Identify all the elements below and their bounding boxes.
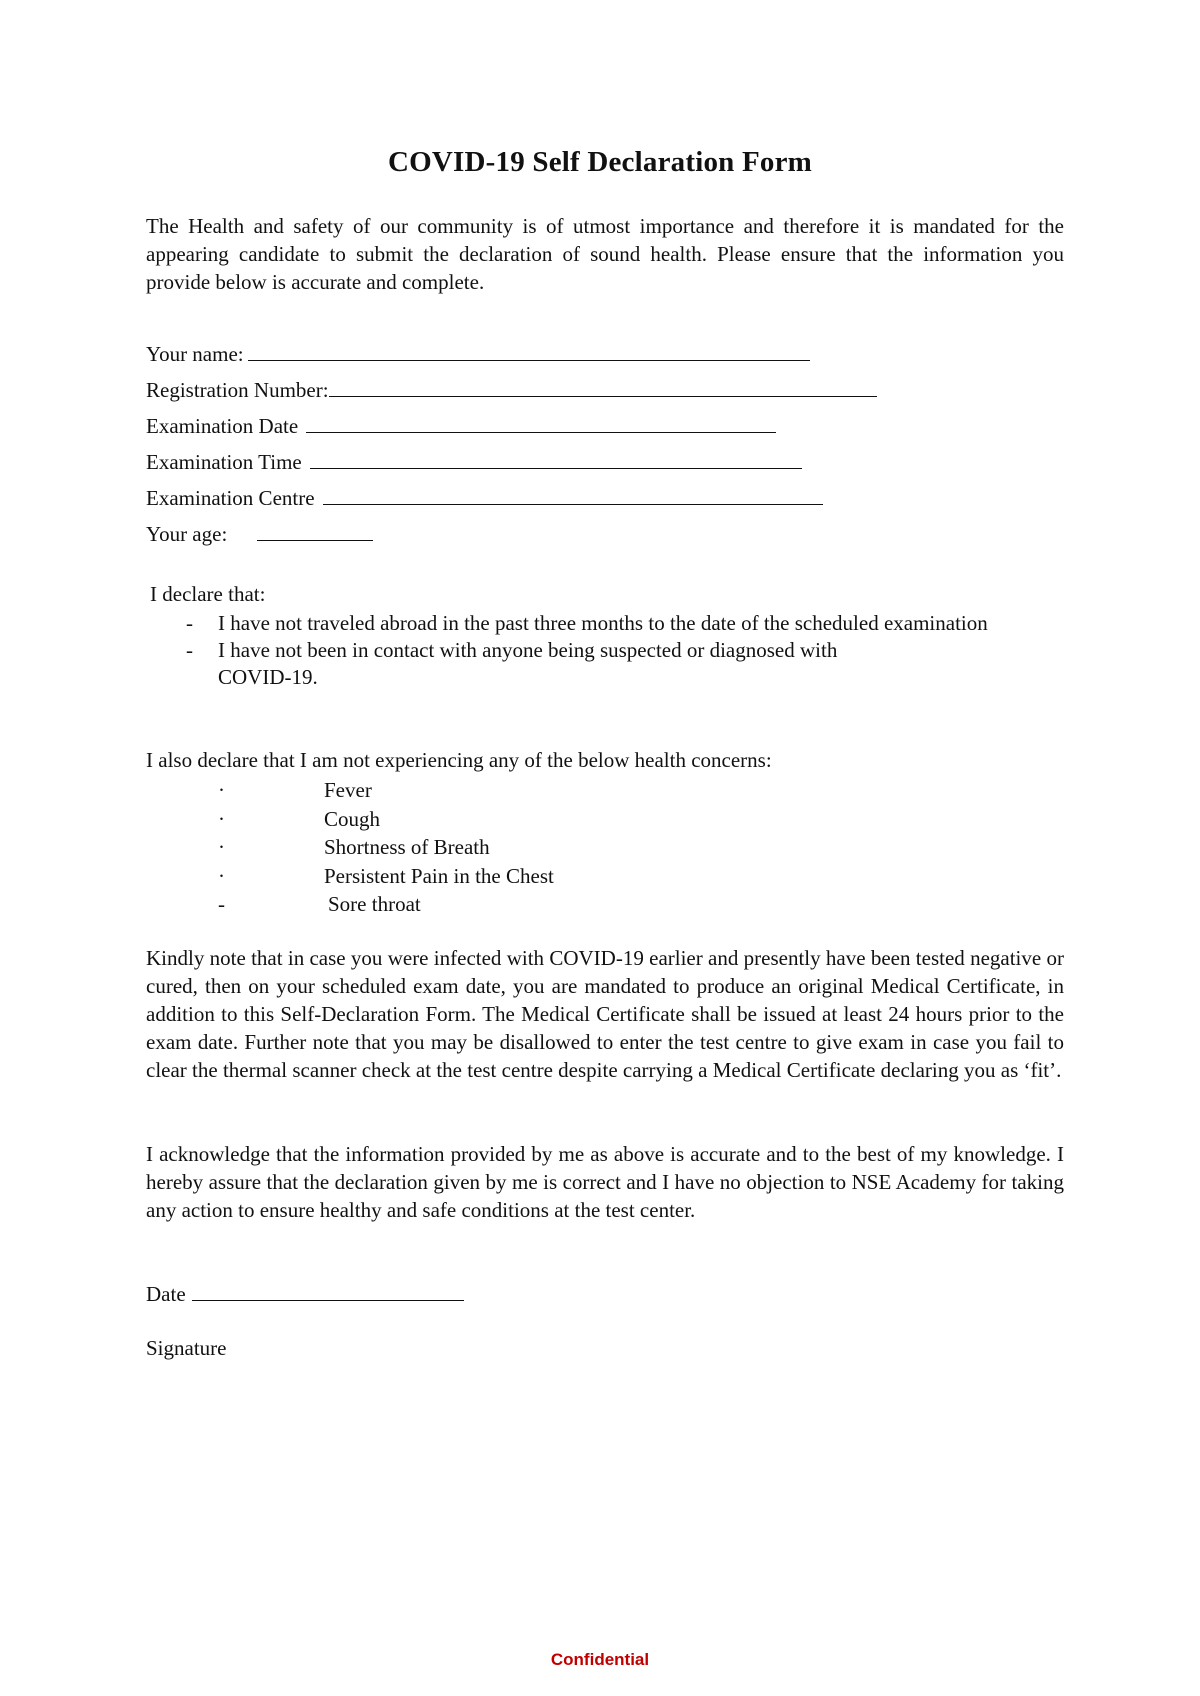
symptom-text: Fever xyxy=(324,778,372,802)
declaration-text: I have not been in contact with anyone being suspected or diagnosed with COVID-19. xyxy=(218,638,838,689)
exam-time-label: Examination Time xyxy=(146,450,302,474)
form-title: COVID-19 Self Declaration Form xyxy=(388,146,812,178)
declaration-text: I have not traveled abroad in the past three months to the date of the scheduled examination xyxy=(218,611,988,635)
bullet: · xyxy=(218,863,225,888)
signature-label: Signature xyxy=(146,1336,227,1360)
bullet: · xyxy=(218,778,225,802)
date-label: Date xyxy=(146,1282,186,1306)
registration-field xyxy=(146,376,877,403)
exam-date-field xyxy=(146,412,776,439)
exam-date-blank-line[interactable] xyxy=(306,412,776,433)
name-field xyxy=(146,340,810,367)
intro-paragraph: The Health and safety of our community is of utmost importance and therefore it is mandated for the appearing candidate to submit the declaration of sound health. Please ensure that the information you provide below is accurate and complete. xyxy=(146,214,1064,294)
dash-bullet: - xyxy=(186,638,193,662)
exam-date-label: Examination Date xyxy=(146,414,299,438)
declaration-list xyxy=(186,610,1046,691)
name-blank-line[interactable] xyxy=(248,340,810,361)
bullet: · xyxy=(218,835,225,859)
exam-time-blank-line[interactable] xyxy=(310,448,802,469)
symptom-text: Cough xyxy=(324,806,381,831)
age-blank-line[interactable] xyxy=(257,520,373,541)
exam-time-field xyxy=(146,448,802,475)
bullet: · xyxy=(218,806,225,831)
note-paragraph: Kindly note that in case you were infected with COVID-19 earlier and presently have been tested negative or cured, then on your scheduled exam date, you are mandated to produce an original Medical Certificate, in addition to this Self-Declaration Form. The Medical Certificate shall be issued at least 24 hours prior to the exam date. Further note that you may be disallowed to enter the test centre to give exam in case you fail to clear the thermal scanner check at the test centre despite carrying a Medical Certificate declaring you as ‘fit’. xyxy=(146,946,1064,1082)
registration-blank-line[interactable] xyxy=(329,376,877,397)
confidential-footer: Confidential xyxy=(550,1650,650,1669)
age-label: Your age: xyxy=(146,522,228,546)
dash-bullet: - xyxy=(186,611,193,635)
list-item xyxy=(186,637,858,691)
declare-heading: I declare that: xyxy=(150,582,266,606)
registration-label: Registration Number: xyxy=(146,378,329,402)
list-item xyxy=(186,610,1046,637)
date-field xyxy=(146,1280,464,1307)
exam-centre-blank-line[interactable] xyxy=(323,484,823,505)
symptom-text: Shortness of Breath xyxy=(324,835,490,859)
exam-centre-field xyxy=(146,484,823,511)
date-blank-line[interactable] xyxy=(192,1280,464,1301)
age-field xyxy=(146,520,373,547)
symptom-text: Persistent Pain in the Chest xyxy=(324,863,554,888)
symptom-text: Sore throat xyxy=(328,892,421,916)
bullet: - xyxy=(218,892,225,916)
acknowledge-paragraph: I acknowledge that the information provided by me as above is accurate and to the best of my knowledge. I hereby assure that the declaration given by me is correct and I have no objection to NSE Academy for taking any action to ensure healthy and safe conditions at the test center. xyxy=(146,1142,1064,1222)
exam-centre-label: Examination Centre xyxy=(146,486,315,510)
name-label: Your name: xyxy=(146,342,244,366)
also-declare-text: I also declare that I am not experiencing any of the below health concerns: xyxy=(146,748,772,772)
